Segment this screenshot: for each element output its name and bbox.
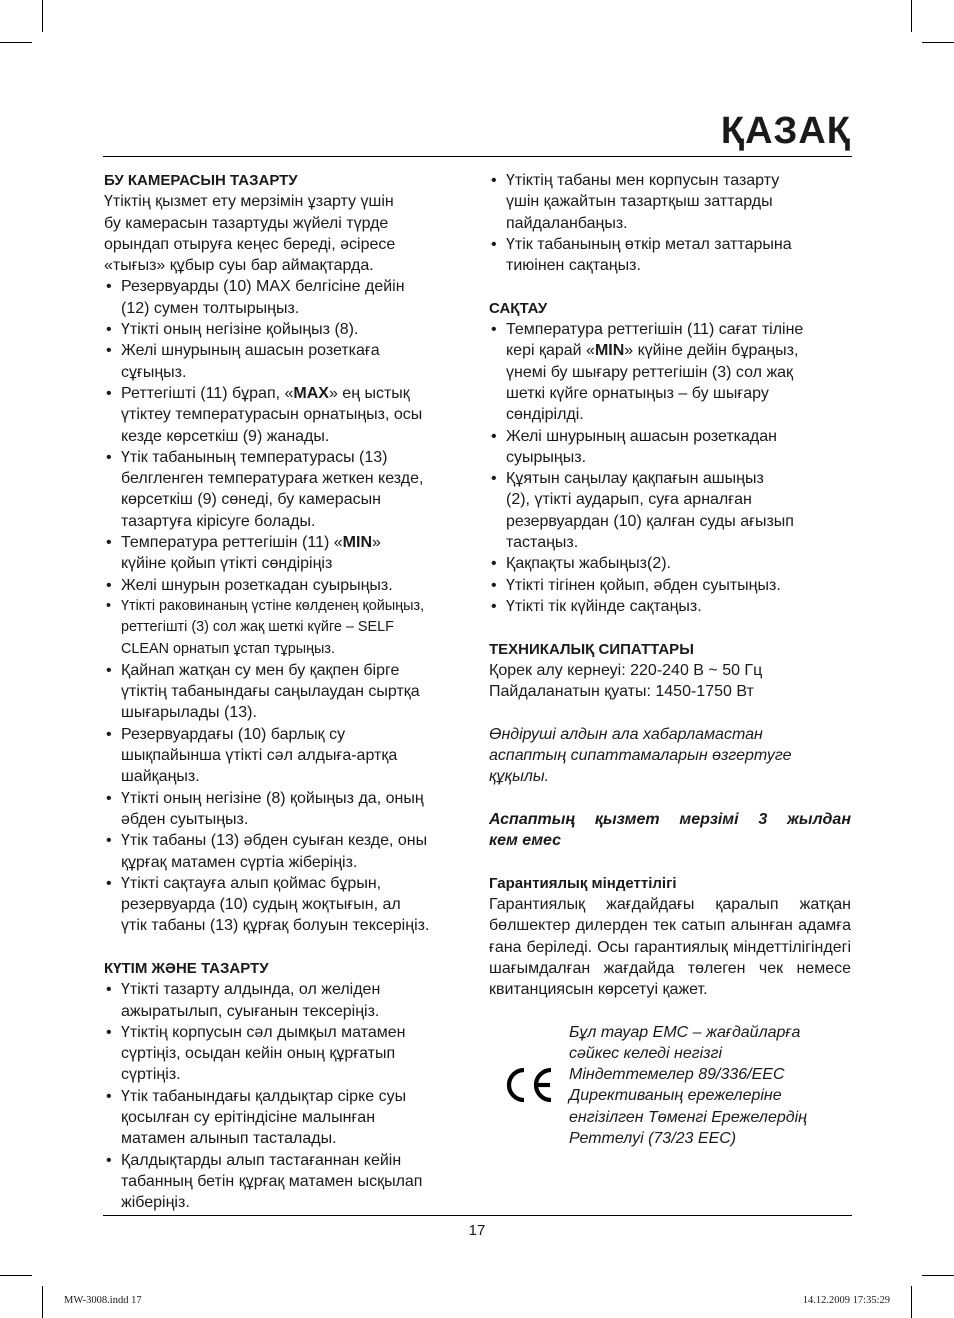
list-item: • Үтік табанындағы қалдықтар сірке суы қосылған су ерітіндісіне малынған матамен алынып тасталады. (104, 1086, 466, 1150)
service-life-line: Аспаптың қызмет мерзімі 3 жылдан (489, 810, 851, 828)
crop-mark (922, 42, 954, 43)
crop-mark (911, 0, 912, 32)
list-item: • Үтіктің корпусын сәл дымқыл матамен сүртіңіз, осыдан кейін оның құрғатып сүртіңіз. (104, 1022, 466, 1086)
specs-paragraph: Қорек алу кернеуі: 220-240 В ~ 50 Гц Пайдаланатын қуаты: 1450-1750 Вт (489, 661, 763, 701)
crop-mark (922, 1275, 954, 1276)
list-item: • Үтікті тік күйінде сақтаңыз. (489, 596, 851, 617)
crop-mark (0, 1275, 32, 1276)
list-item: • Резервуарды (10) MAX белгісіне дейін (12) сумен толтырыңыз. (104, 276, 466, 319)
section-heading: САҚТАУ (489, 299, 548, 317)
list-item: • Үтікті сақтауға алып қоймас бұрын, резервуарда (10) судың жоқтығын, ал үтік табаны (13) құрғақ болуын тексеріңіз. (104, 873, 466, 937)
crop-mark (0, 42, 32, 43)
list-item: • Температура реттегішін (11) сағат тіліне кері қарай «MIN» күйіне дейін бұраңыз, үнемі бу шығару реттегішін (3) сол жақ шеткі күйге орнатыңыз – бу шығару сөндірілді. (489, 319, 851, 425)
list-item: • Құятын саңылау қақпағын ашыңыз (2), үтікті аударып, суға арналған резервуардан (10) қалған суды ағызып тастаңыз. (489, 468, 851, 553)
steam-cleaning-list (104, 276, 466, 936)
ce-mark-icon (505, 1066, 555, 1104)
list-item: • Үтікті оның негізіне (8) қойыңыз да, оның әбден суытыңыз. (104, 788, 466, 831)
right-column (489, 170, 851, 1152)
list-item: • Желі шнурының ашасын розеткаға сұғыңыз. (104, 340, 466, 383)
section-heading: ТЕХНИКАЛЫҚ СИПАТТАРЫ (489, 640, 694, 658)
header-rule (103, 156, 852, 157)
list-item: • Үтікті тазарту алдында, ол желіден ажыратылып, суығанын тексеріңіз. (104, 979, 466, 1022)
left-column (104, 170, 466, 1214)
list-item: • Желі шнурын розеткадан суырыңыз. (104, 575, 466, 596)
section-heading: БУ КАМЕРАСЫН ТАЗАРТУ (104, 172, 298, 189)
care-cleaning-list (104, 979, 466, 1213)
list-item: • Резервуардағы (10) барлық су шықпайынша үтікті сәл алдыға-артқа шайқаңыз. (104, 724, 466, 788)
list-item: • Қайнап жатқан су мен бу қақпен бірге үтіктің табанындағы саңылаудан сыртқа шығарылады (13). (104, 660, 466, 724)
list-item: • Үтік табанының өткір метал заттарына тиюінен сақтаңыз. (489, 234, 851, 277)
crop-mark (42, 1286, 43, 1318)
warranty-paragraph: Гарантиялық жағдайдағы қаралып жатқан бөлшектер дилерден тек сатып алынған адамға ғана беріледі. Осы гарантиялық міндеттілігіндегі шағымдалған жағдайда төлеген чек немесе квитанциясын көрсетуі қажет. (489, 896, 851, 999)
section-heading: КҮТІМ ЖӘНЕ ТАЗАРТУ (104, 959, 269, 977)
ce-block (489, 1022, 851, 1152)
ce-compliance-text: Бұл тауар ЕМС – жағдайларға сәйкес келеді негізгі Міндеттемелер 89/336/ЕЕС Директиваның ережелеріне енгізілген Төменгі Ережелердің Реттелуі (73/23 ЕЕС) (569, 1023, 807, 1148)
care-cleaning-list-cont (489, 170, 851, 276)
list-item: • Үтікті оның негізіне қойыңыз (8). (104, 319, 466, 340)
list-item: • Қақпақты жабыңыз(2). (489, 553, 851, 574)
print-datetime: 14.12.2009 17:35:29 (802, 1295, 890, 1306)
list-item: • Реттегішті (11) бұрап, «MAX» ең ыстық үтіктеу температурасын орнатыңыз, осы кезде көрсеткіш (9) жанады. (104, 383, 466, 447)
crop-mark (911, 1286, 912, 1318)
warranty-heading: Гарантиялық міндеттілігі (489, 874, 677, 892)
intro-paragraph: Үтіктің қызмет ету мерзімін ұзарту үшін бу камерасын тазартуды жүйелі түрде орындап отыруға кеңес береді, әсіресе «тығыз» құбыр суы бар аймақтарда. (104, 193, 396, 275)
list-item: • Үтік табаны (13) әбден суыған кезде, оны құрғақ матамен сүртіа жіберіңіз. (104, 830, 466, 873)
list-item: • Үтікті тігінен қойып, әбден суытыңыз. (489, 575, 851, 596)
list-item: • Үтіктің табаны мен корпусын тазарту үшін қажайтын тазартқыш заттарды пайдаланбаңыз. (489, 170, 851, 234)
storage-list (489, 319, 851, 617)
list-item: • Қалдықтарды алып тастағаннан кейін табанның бетін құрғақ матамен ысқылап жіберіңіз. (104, 1150, 466, 1214)
file-slug: MW-3008.indd 17 (64, 1295, 142, 1306)
service-life-line: кем емес (489, 832, 562, 850)
footer-rule (103, 1215, 852, 1216)
list-item: • Температура реттегішін (11) «MIN» күйіне қойып үтікті сөндіріңіз (104, 532, 466, 575)
list-item: • Желі шнурының ашасын розеткадан суырыңыз. (489, 426, 851, 469)
page-title: ҚАЗАҚ (720, 110, 851, 152)
list-item: • Үтікті раковинаның үстіне көлденең қойыңыз, реттегішті (3) сол жақ шеткі күйге – SELF CLEAN орнатып ұстап тұрыңыз. (104, 596, 466, 660)
crop-mark (42, 0, 43, 32)
manufacturer-notice: Өндіруші алдын ала хабарламастан аспаптың сипаттамаларын өзгертуге құқылы. (489, 725, 792, 786)
page-number: 17 (468, 1222, 486, 1239)
list-item: • Үтік табанының температурасы (13) белгленген температураға жеткен кезде, көрсеткіш (9) сөнеді, бу камерасын тазартуға кірісуге болады. (104, 447, 466, 532)
